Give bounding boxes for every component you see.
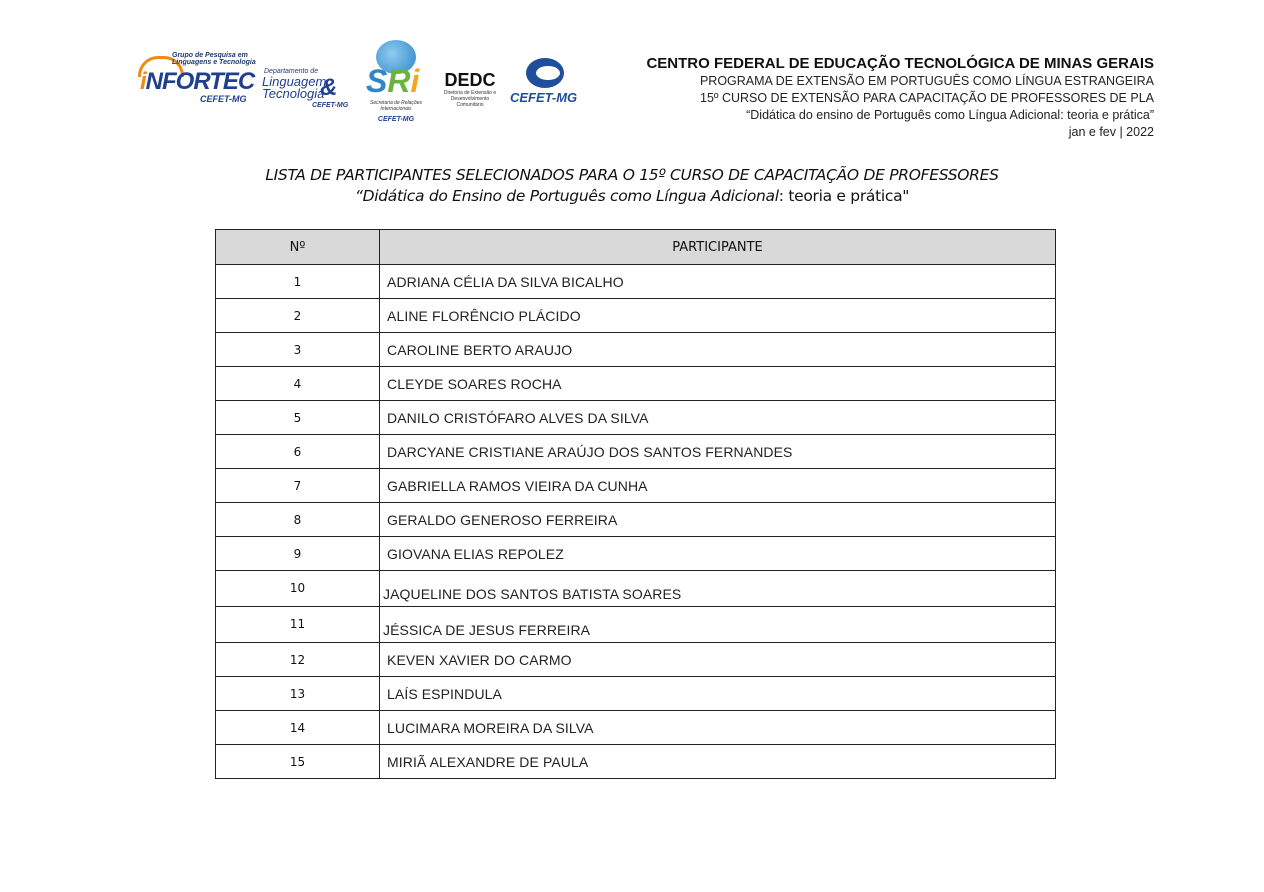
table-row [216, 503, 1056, 537]
table-row [216, 607, 1056, 643]
participant-name: CAROLINE BERTO ARAUJO [380, 333, 1056, 367]
participant-name: KEVEN XAVIER DO CARMO [380, 643, 1056, 677]
column-header-number: Nº [216, 230, 380, 265]
course-subtitle: “Didática do ensino de Português como Língua Adicional: teoria e prática” [746, 108, 1154, 122]
course-name: 15º CURSO DE EXTENSÃO PARA CAPACITAÇÃO DE PROFESSORES DE PLA [700, 91, 1154, 105]
row-number: 12 [216, 643, 380, 677]
column-header-participant: PARTICIPANTE [380, 230, 1056, 265]
row-number: 2 [216, 299, 380, 333]
document-title [0, 164, 1264, 206]
dedc-logo [438, 70, 502, 114]
participant-name: DARCYANE CRISTIANE ARAÚJO DOS SANTOS FERNANDES [380, 435, 1056, 469]
title-line-1: LISTA DE PARTICIPANTES SELECIONADOS PARA O 15º CURSO DE CAPACITAÇÃO DE PROFESSORES [265, 166, 999, 184]
sri-logo [364, 40, 428, 126]
sri-logo-wordmark: SRi [366, 63, 420, 99]
participant-name: LAÍS ESPINDULA [380, 677, 1056, 711]
institution-block [534, 54, 1154, 141]
row-number: 8 [216, 503, 380, 537]
row-number: 3 [216, 333, 380, 367]
participant-name: LUCIMARA MOREIRA DA SILVA [380, 711, 1056, 745]
participant-name: MIRIÃ ALEXANDRE DE PAULA [380, 745, 1056, 779]
table-body [216, 265, 1056, 779]
row-number: 11 [216, 607, 380, 643]
table-row [216, 401, 1056, 435]
table-row [216, 571, 1056, 607]
row-number: 6 [216, 435, 380, 469]
participant-name: ALINE FLORÊNCIO PLÁCIDO [380, 299, 1056, 333]
logo-strip [134, 40, 584, 126]
table-row [216, 643, 1056, 677]
dedc-logo-wordmark: DEDC [444, 70, 496, 90]
table-row [216, 537, 1056, 571]
dept-logo [262, 68, 358, 112]
row-number: 9 [216, 537, 380, 571]
dept-logo-ampersand: & [320, 74, 338, 101]
table-row [216, 299, 1056, 333]
course-date: jan e fev | 2022 [1068, 125, 1154, 139]
participant-name: GIOVANA ELIAS REPOLEZ [380, 537, 1056, 571]
table-row [216, 469, 1056, 503]
table-row [216, 711, 1056, 745]
table-row [216, 745, 1056, 779]
infortec-logo-wordmark: iNFORTEC [140, 68, 255, 95]
row-number: 15 [216, 745, 380, 779]
document-header [0, 0, 1264, 150]
sri-logo-caption: Secretaria de Relações Internacionais [370, 100, 422, 112]
row-number: 10 [216, 571, 380, 607]
infortec-logo [134, 52, 258, 108]
row-number: 13 [216, 677, 380, 711]
dedc-logo-caption: Diretoria de Extensão e Desenvolvimento Comunitário [443, 90, 497, 108]
participant-name: CLEYDE SOARES ROCHA [380, 367, 1056, 401]
table-row [216, 367, 1056, 401]
sri-logo-sub: CEFET-MG [377, 116, 415, 123]
cefet-logo-wordmark: CEFET-MG [510, 90, 578, 105]
institution-name: CENTRO FEDERAL DE EDUCAÇÃO TECNOLÓGICA DE MINAS GERAIS [646, 55, 1154, 72]
table-row [216, 435, 1056, 469]
table-row [216, 265, 1056, 299]
participant-name: ADRIANA CÉLIA DA SILVA BICALHO [380, 265, 1056, 299]
participants-table [215, 229, 1056, 779]
program-name: PROGRAMA DE EXTENSÃO EM PORTUGUÊS COMO LÍNGUA ESTRANGEIRA [699, 74, 1154, 88]
infortec-logo-caption: Grupo de Pesquisa em Linguagens e Tecnologia [172, 52, 256, 66]
row-number: 5 [216, 401, 380, 435]
participant-name: JÉSSICA DE JESUS FERREIRA [380, 607, 1056, 643]
dept-logo-wordmark: Linguagem Tecnologia [262, 74, 327, 101]
row-number: 1 [216, 265, 380, 299]
participant-name: JAQUELINE DOS SANTOS BATISTA SOARES [380, 571, 1056, 607]
participant-name: GERALDO GENEROSO FERREIRA [380, 503, 1056, 537]
dept-logo-caption: Departamento de [264, 68, 319, 75]
title-line-2: “Didática do Ensino de Português como Língua Adicional: teoria e prática" [354, 187, 910, 205]
infortec-logo-sub: CEFET-MG [200, 94, 247, 104]
participant-name: DANILO CRISTÓFARO ALVES DA SILVA [380, 401, 1056, 435]
table-header-row [216, 230, 1056, 265]
table-row [216, 677, 1056, 711]
row-number: 7 [216, 469, 380, 503]
dept-logo-sub: CEFET-MG [312, 102, 349, 109]
participant-name: GABRIELLA RAMOS VIEIRA DA CUNHA [380, 469, 1056, 503]
table-row [216, 333, 1056, 367]
row-number: 4 [216, 367, 380, 401]
row-number: 14 [216, 711, 380, 745]
